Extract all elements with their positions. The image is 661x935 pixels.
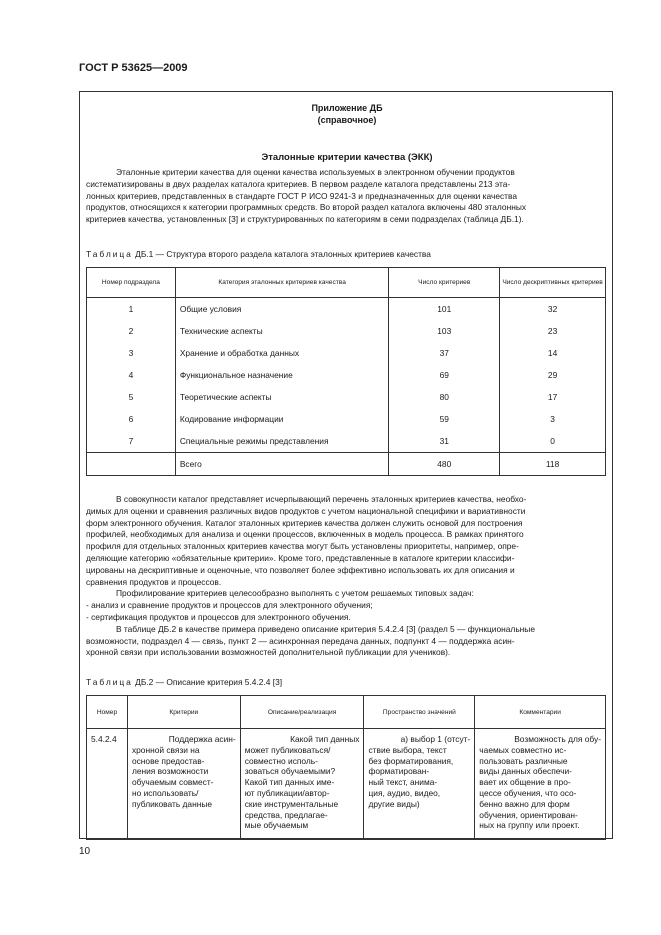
cell: 5 <box>87 386 176 408</box>
section-title: Эталонные критерии качества (ЭКК) <box>261 152 433 163</box>
cell-criteria <box>127 729 240 840</box>
text-line: критериев качества, установленных [3] и структурированных по категориям в семи подразделах (таблица ДБ.1). <box>86 214 524 225</box>
text-line: форм электронного обучения. Каталог эталонных критериев качества должен служить основой для построения <box>86 517 523 528</box>
text-line: димых для оценки и сравнения различных видов продуктов с учетом национальной специфики и вариативности <box>86 505 526 516</box>
text-line: средства, предлагае- <box>244 809 328 820</box>
list-item: - анализ и сравнение продуктов и процессов для электронного обучения; <box>86 600 373 611</box>
table-row <box>87 408 606 430</box>
table-catalog-structure <box>86 267 606 476</box>
cell: 59 <box>389 408 500 430</box>
table-row <box>87 729 606 840</box>
text-line: бенно важно для форм <box>479 798 570 809</box>
cell: 2 <box>87 320 176 342</box>
paragraph-catalog <box>86 494 606 659</box>
table-row <box>87 298 606 321</box>
cell: 3 <box>87 342 176 364</box>
text-line: систематизированы в двух разделах каталога критериев. В первом разделе каталога представлены 213 эта- <box>86 178 511 189</box>
cell <box>87 453 176 476</box>
cell: Технические аспекты <box>175 320 389 342</box>
text-line: хронной связи на <box>131 744 200 755</box>
table-row <box>87 430 606 453</box>
cell: 31 <box>389 430 500 453</box>
column-header: Комментарии <box>475 696 606 729</box>
table-row <box>87 386 606 408</box>
column-header: Номер <box>87 696 128 729</box>
document-header: ГОСТ Р 53625—2009 <box>79 62 188 74</box>
list-item: - сертификация продуктов и процессов для электронного обучения. <box>86 611 351 622</box>
column-header: Критерии <box>127 696 240 729</box>
text-line: ция, аудио, видео, <box>368 787 441 798</box>
cell: Кодирование информации <box>175 408 389 430</box>
text-line: обучения, ориентирован- <box>479 809 578 820</box>
cell: 103 <box>389 320 500 342</box>
text-line: а) выбор 1 (отсут- <box>400 734 471 744</box>
cell: Всего <box>175 453 389 476</box>
table-row <box>87 320 606 342</box>
text-line: чаемых совместно ис- <box>479 744 567 755</box>
cell-number: 5.4.2.4 <box>87 729 128 840</box>
text-line: Какой тип данных име- <box>244 777 335 788</box>
cell: 23 <box>500 320 606 342</box>
text-line: Какой тип данных <box>290 734 360 744</box>
text-line: хронной связи при использовании возможностей дополнительной публикации для учеников). <box>86 647 451 658</box>
cell: Общие условия <box>175 298 389 321</box>
cell: 4 <box>87 364 176 386</box>
text-line: Возможность для обу- <box>514 734 601 744</box>
cell-values <box>364 729 475 840</box>
cell: 80 <box>389 386 500 408</box>
cell: 17 <box>500 386 606 408</box>
cell: Специальные режимы представления <box>175 430 389 453</box>
cell: Функциональное назначение <box>175 364 389 386</box>
cell-comments <box>475 729 606 840</box>
text-line: зоваться обучаемыми? <box>244 766 336 777</box>
text-line: публиковать данные <box>131 798 212 809</box>
page-number: 10 <box>79 846 91 857</box>
caption-text: ДБ.2 — Описание критерия 5.4.2.4 [3] <box>135 677 283 687</box>
cell: 6 <box>87 408 176 430</box>
cell: Теоретические аспекты <box>175 386 389 408</box>
text-line: возможности, подраздел 4 — связь, пункт 2 — асинхронная передача данных, подпункт 4 — поддержка асин- <box>86 635 515 646</box>
text-line: Профилирование критериев целесообразно выполнять с учетом решаемых типовых задач: <box>116 588 474 599</box>
appendix-title: Приложение ДБ <box>311 103 383 113</box>
cell: 7 <box>87 430 176 453</box>
caption-text: ДБ.1 — Структура второго раздела каталога эталонных критериев качества <box>135 249 431 259</box>
table1-caption <box>86 249 431 259</box>
table-row <box>87 364 606 386</box>
text-line: Эталонные критерии качества для оценки качества используемых в электронном обучении продуктов <box>116 167 515 177</box>
text-line: другие виды) <box>368 798 420 809</box>
text-line: В таблице ДБ.2 в качестве примера приведено описание критерия 5.4.2.4 [3] (раздел 5 — функциональные <box>116 623 535 634</box>
text-line: деляющие категорию «обязательные критерии». Кроме того, представленные в каталоге критерии классифи- <box>86 552 515 563</box>
cell: 32 <box>500 298 606 321</box>
cell: 0 <box>500 430 606 453</box>
table2-caption <box>86 677 282 687</box>
cell: Хранение и обработка данных <box>175 342 389 364</box>
text-line: лонных критериев, представленных в стандарте ГОСТ Р ИСО 9241-3 и предназначенных для оценки качества <box>86 190 518 201</box>
text-line: цессе обучения, что осо- <box>479 787 577 798</box>
cell: 3 <box>500 408 606 430</box>
paragraph-intro <box>86 167 606 226</box>
cell: 1 <box>87 298 176 321</box>
text-line: продуктов, относящихся к категории программных средств. Во второй раздел каталога включены 480 эталонных <box>86 202 527 213</box>
text-line: мые обучаемым <box>244 820 309 831</box>
text-line: ный текст, анима- <box>368 777 438 788</box>
column-header: Категория эталонных критериев качества <box>175 268 389 298</box>
text-line: но использовать/ <box>131 787 199 798</box>
caption-label: Таблица <box>86 677 133 687</box>
text-line: ных на группу или проект. <box>479 820 580 831</box>
text-line: обучаемым совмест- <box>131 777 214 788</box>
text-line: ют публикации/автор- <box>244 787 330 798</box>
text-line: вает их общение в про- <box>479 777 571 788</box>
cell: 101 <box>389 298 500 321</box>
text-line: ствие выбора, текст <box>368 744 447 755</box>
caption-label: Таблица <box>86 249 133 259</box>
column-header: Число критериев <box>389 268 500 298</box>
column-header: Номер подраздела <box>87 268 176 298</box>
cell: 118 <box>500 453 606 476</box>
cell: 69 <box>389 364 500 386</box>
text-line: сравнения продуктов и процессов. <box>86 576 222 587</box>
text-line: профилей, необходимых для анализа и оценки процессов, включенных в модель процесса. В рамках принятого <box>86 529 524 540</box>
table-total-row <box>87 453 606 476</box>
text-line: совместно исполь- <box>244 755 318 766</box>
text-line: Поддержка асин- <box>168 734 236 744</box>
column-header: Пространство значений <box>364 696 475 729</box>
appendix-note: (справочное) <box>317 115 377 125</box>
text-line: основе предостав- <box>131 755 205 766</box>
text-line: пользовать различные <box>479 755 568 766</box>
table-criterion-description <box>86 695 606 840</box>
text-line: В совокупности каталог представляет исчерпывающий перечень эталонных критериев качества, необхо- <box>116 494 527 504</box>
column-header: Описание/реализация <box>240 696 364 729</box>
cell: 37 <box>389 342 500 364</box>
text-line: цированы на дескриптивные и оценочные, что позволяет более эффективно использовать их для описания и <box>86 564 515 575</box>
table-header-row <box>87 696 606 729</box>
text-line: может публиковаться/ <box>244 744 331 755</box>
cell-description <box>240 729 364 840</box>
table-row <box>87 342 606 364</box>
text-line: ские инструментальные <box>244 798 339 809</box>
cell: 29 <box>500 364 606 386</box>
table-header-row <box>87 268 606 298</box>
cell: 480 <box>389 453 500 476</box>
content-frame <box>79 91 613 839</box>
text-line: форматирован- <box>368 766 430 777</box>
text-line: виды данных обеспечи- <box>479 766 572 777</box>
cell: 14 <box>500 342 606 364</box>
text-line: без форматирования, <box>368 755 454 766</box>
text-line: профиля для отдельных эталонных критериев качества могут быть установлены приоритеты, например, опре- <box>86 541 519 552</box>
text-line: ления возможности <box>131 766 209 777</box>
column-header: Число дескриптивных критериев <box>500 268 606 298</box>
